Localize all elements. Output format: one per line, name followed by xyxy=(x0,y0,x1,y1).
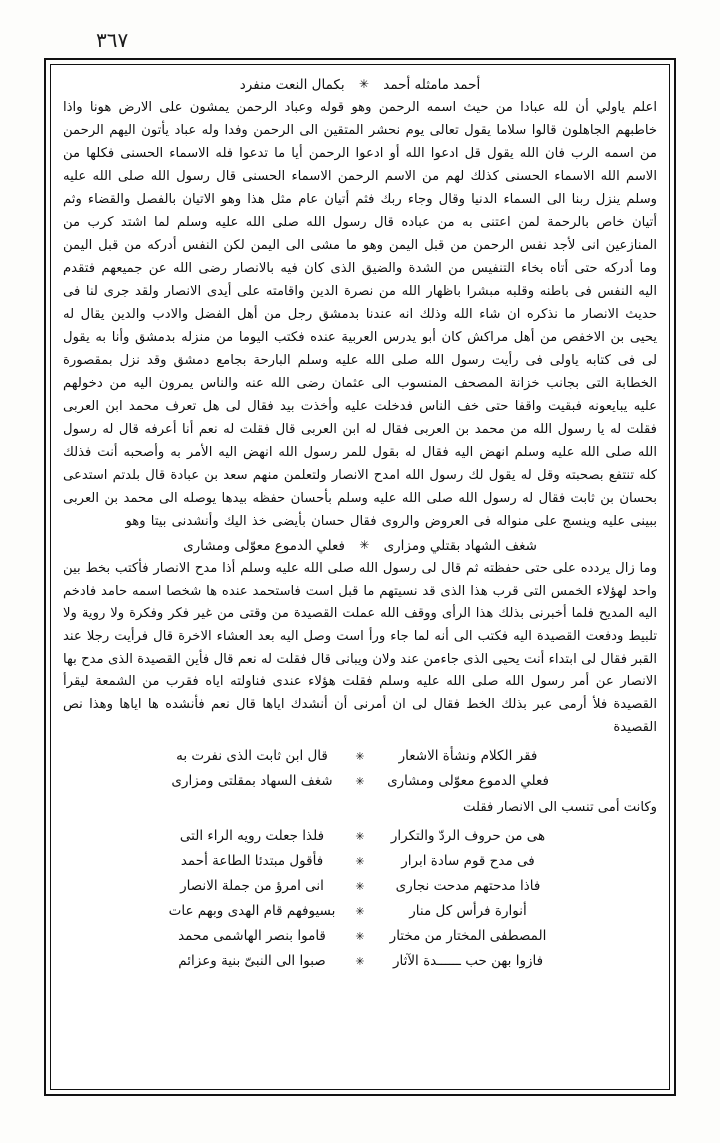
verse-separator-star-icon: ✳ xyxy=(355,749,365,763)
verse-separator-star-icon: ✳ xyxy=(355,954,365,968)
hemistich-left: المصطفى المختار من مختار xyxy=(389,927,547,944)
page-number: ٣٦٧ xyxy=(96,28,129,52)
verse-separator-star-icon: ✳ xyxy=(359,537,370,552)
verse-row xyxy=(63,849,657,874)
verse-row xyxy=(63,769,657,794)
page-content xyxy=(63,75,657,1079)
hemistich-left: فعلي الدموع معوّلى ومشارى xyxy=(387,772,549,789)
poem-intro-note: وكانت أمى تنسب الى الانصار فقلت xyxy=(463,800,657,816)
verse-separator-star-icon: ✳ xyxy=(355,829,365,843)
mid-verse-left: فعلي الدموع معوّلى ومشارى xyxy=(183,537,345,554)
heading-verse xyxy=(63,75,657,95)
mid-verse-right: شغف الشهاد بقتلي ومزارى xyxy=(383,537,537,554)
hemistich-right: فلذا جعلت رويه الراء التى xyxy=(179,827,325,844)
page-border-outer xyxy=(44,58,676,1096)
hemistich-left: فقر الكلام ونشأة الاشعار xyxy=(398,747,538,764)
hemistich-right: صبوا الى النبىّ بنية وعزائم xyxy=(178,952,326,969)
body-paragraph-1: اعلم ياولي أن لله عبادا من حيث اسمه الرحمن وهو قوله وعباد الرحمن يمشون على الارض هونا واذا خاطبهم الجاهلون قالوا سلاما يقول تعالى يوم نحشر المتقين الى الرحمن وفدا وله عباد يأتون اليهم الرحمن من اسمه الرب فان الله يقول قل ادعوا الله أو ادعوا الرحمن أيا ما تدعوا فله الاسماء الحسنى فكلها من الاسم الله الاسماء الحسنى كذلك لهم من الاسم الرحمن الاسماء الحسنى قال رسول الله صلى الله عليه وسلم ينزل ربنا الى السماء الدنيا وقال وجاء ربك فثم أتيان عام مثل هذا وهو الاتيان بالفصل والقضاء وثم أتيان خاص بالرحمة لمن اعتنى به من عباده قال رسول الله صلى الله عليه وسلم لما اشتد كرب من المنازعين انى لأجد نفس الرحمن من قبل اليمن وهو ما مشى الى اليمن لكن النفس أدركه من قبل اليمن وما أدركه حتى أتاه بخاء التنفيس من الشدة والضيق الذى كان فيه بالانصار رضى الله عن جميعهم فتقدم اليه النفس فى باطنه وقلبه مبشرا باظهار الله من نصرة الدين واقامته على أيدى الانصار ولقد جرى لنا فى حديث الانصار ما نذكره ان شاء الله وذلك انه عندنا بدمشق رجل من أهل الفضل والادب والدين يقال له يحيى بن الاخفص من أهل مراكش كان أبو يدرس العربية عنده فكتب اليوما من منزله بدمشق وأنا به يقول لى فى كتابه ياولى فى رأيت رسول الله صلى الله عليه وسلم البارحة بجامع دمشق وقد نزل بمقصورة الخطابة التى بجانب خزانة المصحف المنسوب الى عثمان رضى الله عنه والناس يمرون اليه من دخولهم عليه يبايعونه فبقيت واقفا حتى خف الناس فدخلت عليه وأخذت بيد فقال لى هل تعرف محمد ابن العربى فقلت له يا رسول الله من محمد بن العربى فقال له ابن العربى قال فقلت له نعم أنا أعرفه قال له رسول الله صلى الله عليه وسلم انهض اليه فقال له بقول للمر رسول الله انهض اليه الأمر به وأصحبه أنت فذلك كله تنتفع بصحبته وقل له يقول لك رسول الله امدح الانصار ولتعلمن منهم سعد بن عبادة قال بلدتم استدعى بحسان بن ثابت فقال له رسول الله صلى الله عليه وسلم بأحسان حفظه بيدها يوصله الى محمد بن العربى ببينى عليه وينسج على منواله فى العروض والروى فقال حسان بأيضى خذ اليك وأنشدنى بيتا وهو xyxy=(63,100,657,529)
heading-verse-right: أحمد مامثله أحمد xyxy=(383,77,481,93)
verse-row xyxy=(63,949,657,974)
verse-row xyxy=(63,824,657,849)
hemistich-left: فاذا مدحتهم مدحت نجارى xyxy=(395,877,541,894)
hemistich-right: شغف السهاد بمقلتى ومزارى xyxy=(171,772,333,789)
verse-separator-star-icon: ✳ xyxy=(355,774,365,788)
body-paragraph-2: وما زال يردده على حتى حفظته ثم قال لى رسول الله صلى الله عليه وسلم أذا مدح الانصار فأكتب بخط بين واحد لهؤلاء الخمس التى قرب هذا الذى قد نسيتهم ما قبل است فاستحمد عنده ها شخصا اسمه حامد فادخم اليه المديح فلما أخبرنى بذلك هذا الرأى ووقف الله عملت القصيدة من وقتى من غير فكر وفكرة ولا روية ولا تلبيط ودفعت القصيدة اليه فكتب الى أنه لما جاء ورأ است وصل اليه بعد العشاء الاخرة قال فرأيت رجلا عند القبر فقال لى ابتداء أنت يحيى الذى جاءمن عند ولان ويبانى قال فقلت له نعم قال فأين القصيدة الذى مدح بها الانصار عن أمر رسول الله صلى الله عليه وسلم فقلت هؤلاء عندى فناولته اياه فقرب من الشمعة ليقرأ القصيدة فلأ أرمى عبر بذلك الخط فقال لى ان أمرنى أن أنشدك اياها قال نعم فأنشده ها اياها وهذا نص القصيدة xyxy=(63,560,657,735)
verse-row xyxy=(63,899,657,924)
hemistich-right: قاموا بنصر الهاشمى محمد xyxy=(178,927,326,944)
verse-separator-star-icon: ✳ xyxy=(355,904,365,918)
verse-row xyxy=(63,874,657,899)
poem-opening-couplets xyxy=(63,744,657,794)
poem-verses xyxy=(63,824,657,974)
hemistich-left: فازوا بهن حب ــــــدة الآثار xyxy=(392,952,544,969)
heading-verse-left: بكمال النعت منفرد xyxy=(239,77,345,93)
verse-separator-star-icon: ✳ xyxy=(355,854,365,868)
hemistich-right: قال ابن ثابت الذى نفرت به xyxy=(176,747,328,764)
hemistich-right: فأقول مبتدئا الطاعة أحمد xyxy=(180,852,324,869)
verse-separator-star-icon: ✳ xyxy=(355,879,365,893)
verse-separator-star-icon: ✳ xyxy=(358,77,369,91)
hemistich-left: هى من حروف الردّ والتكرار xyxy=(390,827,546,844)
verse-separator-star-icon: ✳ xyxy=(355,929,365,943)
verse-row xyxy=(63,924,657,949)
hemistich-left: فى مدح قوم سادة ابرار xyxy=(401,852,535,869)
mid-verse xyxy=(63,536,657,556)
verse-row xyxy=(63,744,657,769)
hemistich-right: انى امرؤ من جملة الانصار xyxy=(180,877,324,894)
hemistich-left: أنوارة فرأس كل منار xyxy=(409,902,527,919)
hemistich-right: بسيوفهم قام الهدى وبهم عات xyxy=(168,902,336,919)
page-border-inner xyxy=(50,64,670,1090)
